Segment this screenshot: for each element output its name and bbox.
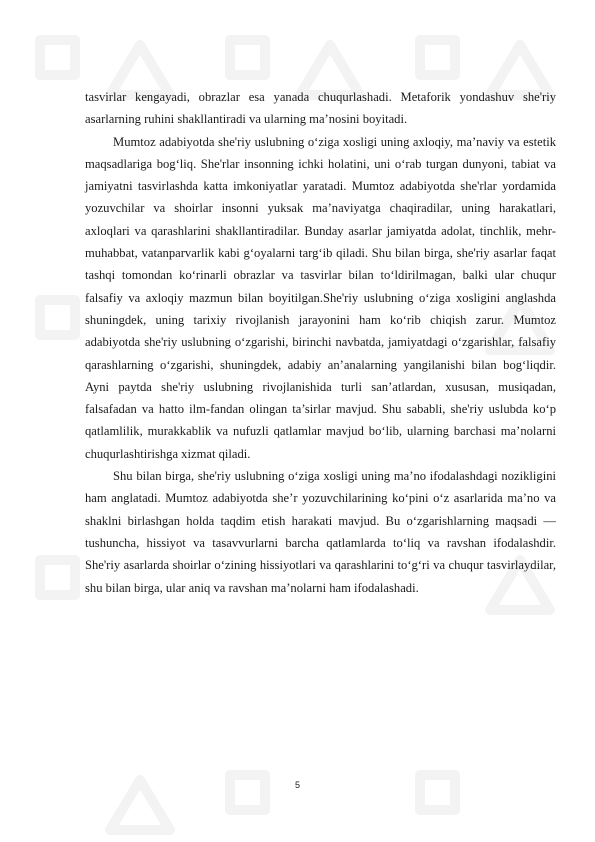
paragraph-1: tasvirlar kengayadi, obrazlar esa yanada chuqurlashadi. Metaforik yondashuv she'riy asarlarning ruhini shakllantiradi va ularning ma’nosini boyitadi. [85,90,556,127]
page-number: 5 [294,780,300,790]
document-body [85,86,556,599]
paragraph-2: Mumtoz adabiyotda she'riy uslubning o‘ziga xosligi uning axloqiy, ma’naviy va estetik maqsadlariga bog‘liq. She'rlar insonning ichki holatini, uni o‘rab turgan dunyoni, tabiat va jamiyatni tasvirlashda katta imkoniyatlar yaratadi. Mumtoz adabiyotda she'rlar yordamida yozuvchilar va shoirlar insonni yuksak ma’naviyatga chaqiradilar, uning harakatlari, axloqlari va qarashlarini shakllantiradilar. Bunday asarlar jamiyatda adolat, tinchlik, mehr-muhabbat, vatanparvarlik kabi g‘oyalarni targ‘ib qiladi. Shu bilan birga, she'riy asarlar faqat tashqi tomondan ko‘rinarli obrazlar va tasvirlar bilan to‘ldirilmagan, balki ular chuqur falsafiy va axloqiy mazmun bilan boyitilgan.She'riy uslubning o‘ziga xosligini anglashda shuningdek, uning tarixiy rivojlanish jarayonini ham ko‘rib chiqish zarur. Mumtoz adabiyotda she'riy uslubning o‘zgarishi, birinchi navbatda, jamiyatdagi o‘zgarishlar, falsafiy qarashlarning o‘zgarishi, shuningdek, adabiy an’analarning yangilanishi bilan bog‘liqdir. Ayni paytda she'riy uslubning rivojlanishida turli san’atlardan, xususan, musiqadan, falsafadan va hatto ilm-fandan olingan ta’sirlar mavjud. Shu sababli, she'riy uslubda ko‘p qatlamlilik, murakkablik va nufuzli qatlamlar mavjud bo‘lib, ularning barchasi ma’nolarni chuqurlashtirishga xizmat qiladi. [85,134,556,461]
paragraph-3: Shu bilan birga, she'riy uslubning o‘ziga xosligi uning ma’no ifodalashdagi nozikligini ham anglatadi. Mumtoz adabiyotda she’r yozuvchilarining ko‘pini o‘z asarlarida ma’no va shaklni birlashgan holda taqdim etish harakati mavjud. Bu o‘zgarishlarning maqsadi — tushuncha, hissiyot va tasavvurlarni barcha qatlamlarda to‘liq va ravshan ifodalashdir. She'riy asarlarda shoirlar o‘zining hissiyotlari va qarashlarini to‘g‘ri va chuqur tasvirlaydilar, shu bilan birga, ular aniq va ravshan ma’nolarni ham ifodalashadi. [85,469,556,595]
